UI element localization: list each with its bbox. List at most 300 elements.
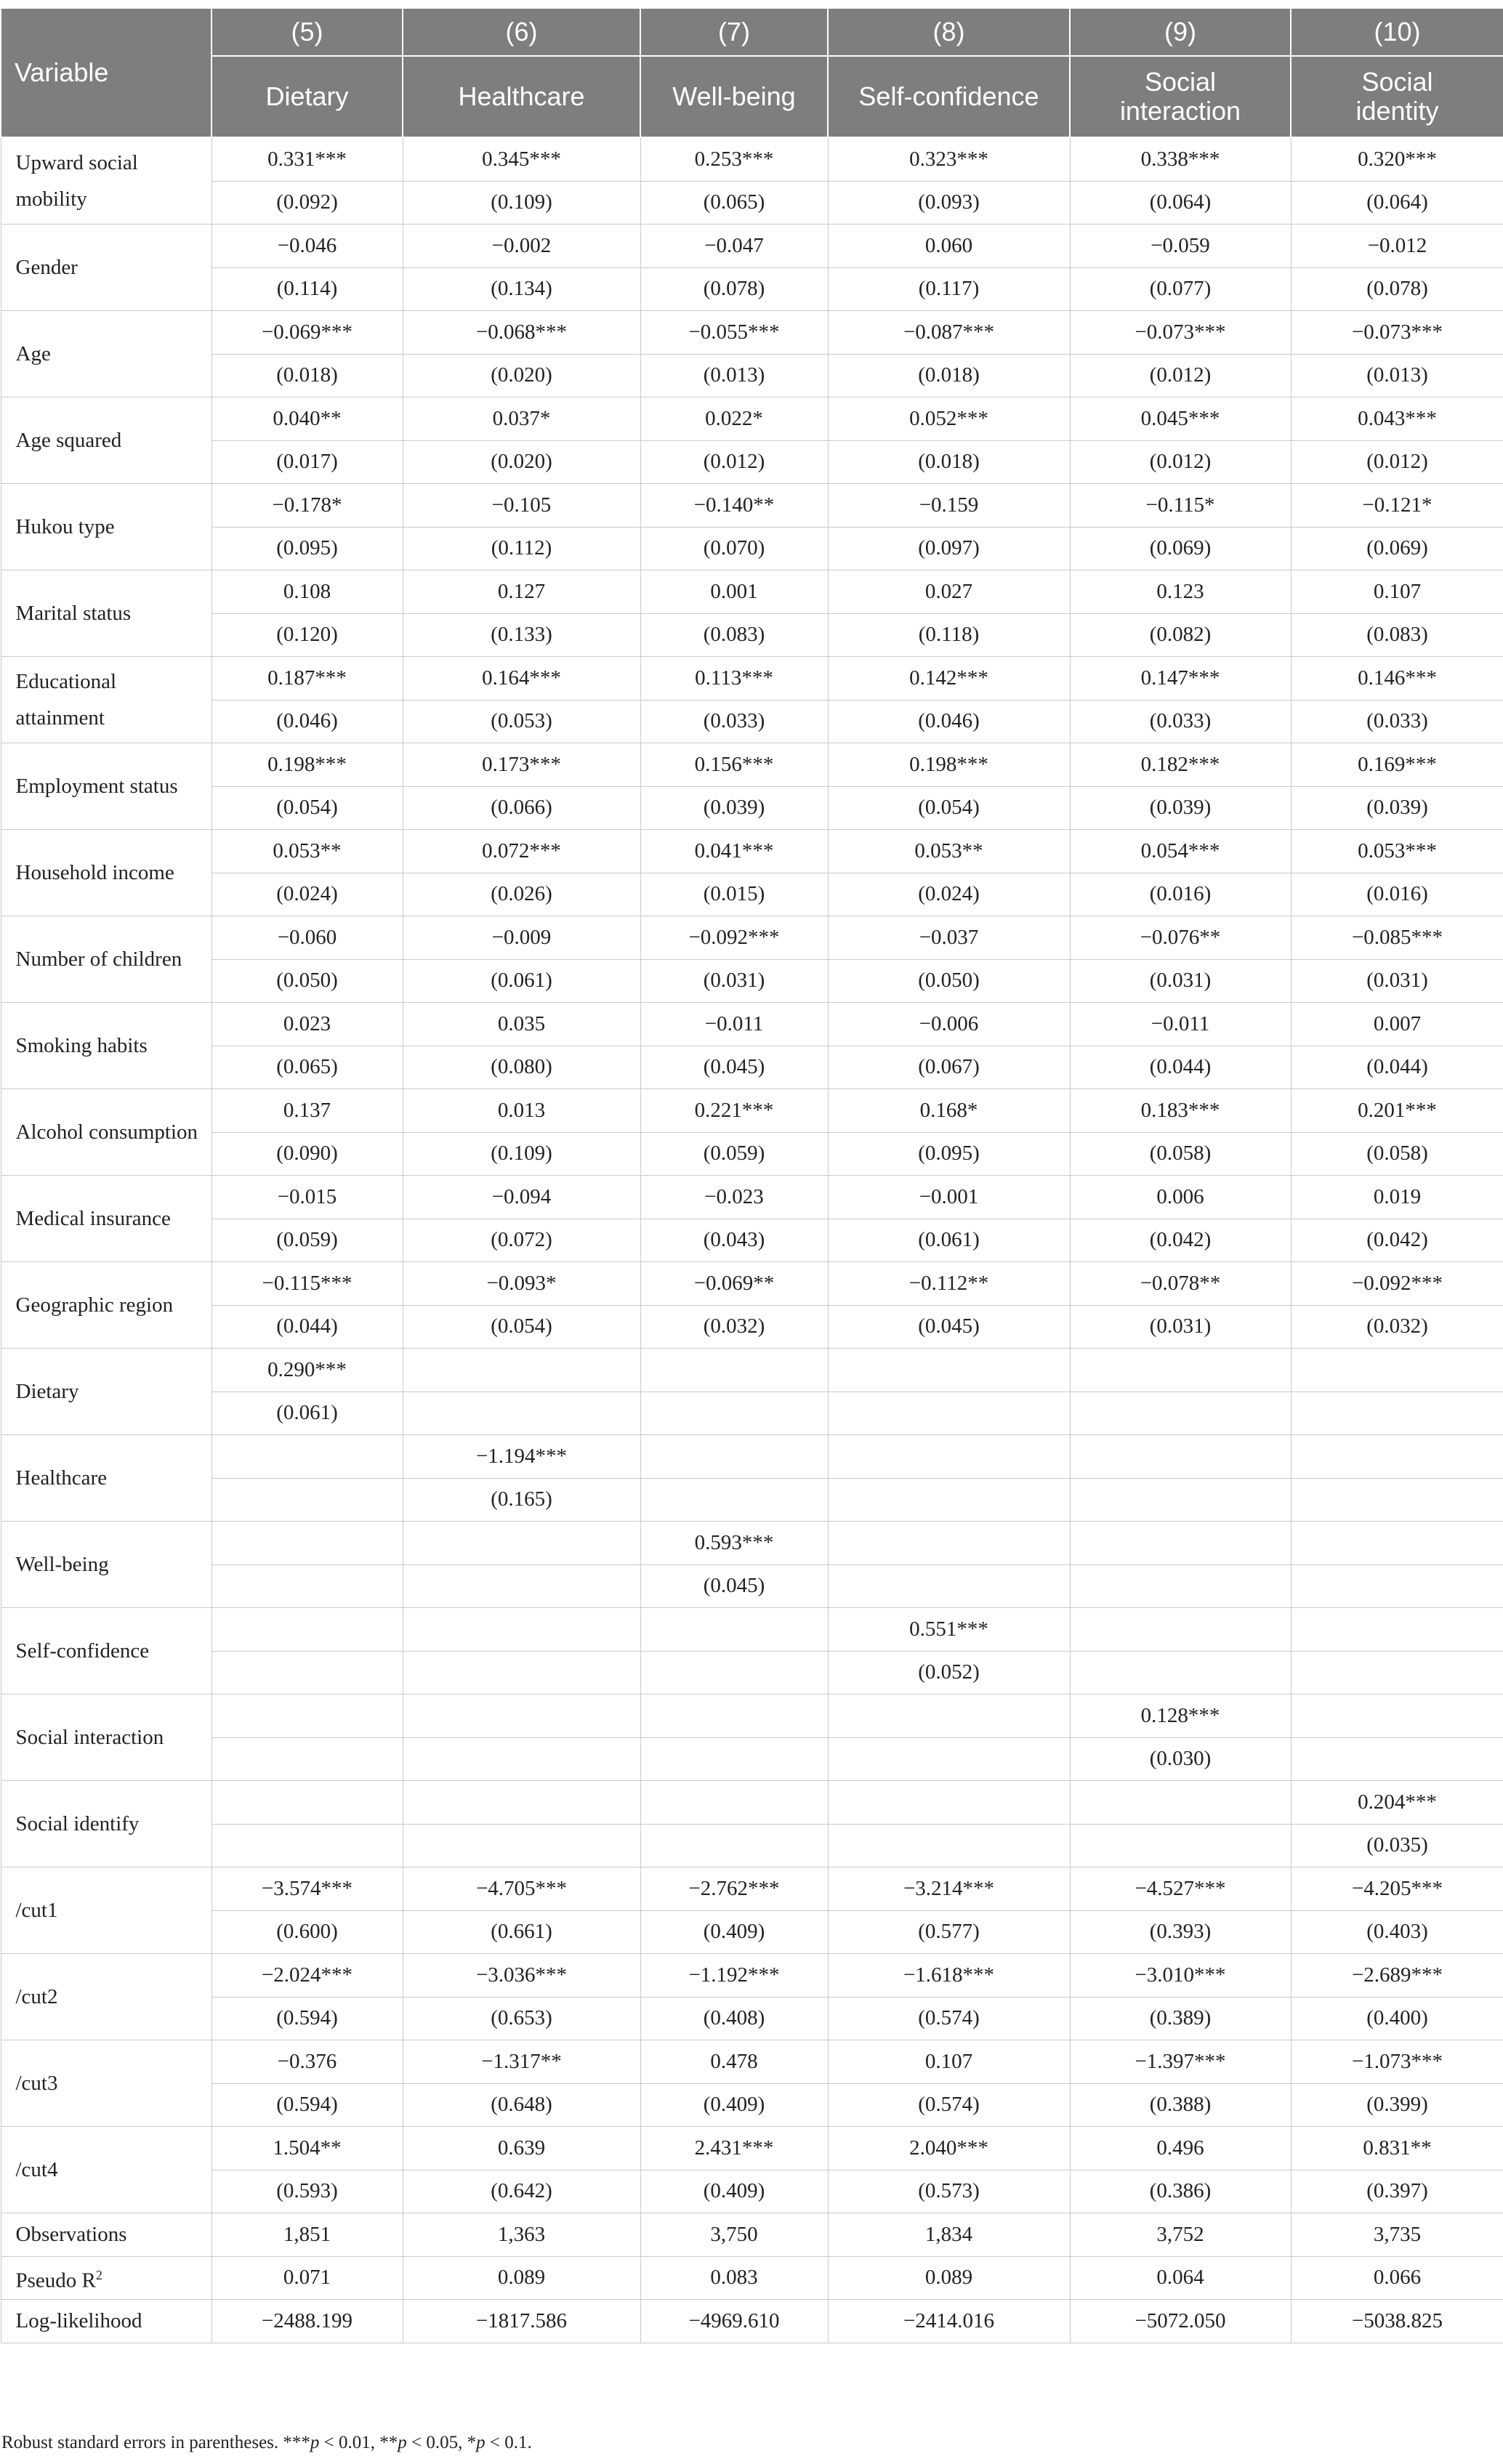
statistic-cell: −2414.016 bbox=[828, 2300, 1070, 2343]
table-row-standard-errors bbox=[1, 2083, 1503, 2127]
standard-error-cell: (0.032) bbox=[640, 1305, 828, 1349]
coefficient-cell: 0.156*** bbox=[640, 743, 828, 787]
coefficient-cell: 0.198*** bbox=[211, 743, 403, 787]
model-number-header: (7) bbox=[640, 8, 828, 56]
coefficient-cell bbox=[1291, 1349, 1503, 1392]
standard-error-cell: (0.078) bbox=[640, 267, 828, 311]
standard-error-cell bbox=[1070, 1391, 1291, 1435]
model-name-header: Social interaction bbox=[1070, 56, 1291, 137]
model-name-header: Self-confidence bbox=[828, 56, 1070, 137]
coefficient-cell: −1.192*** bbox=[640, 1954, 828, 1998]
coefficient-cell: −4.705*** bbox=[403, 1867, 640, 1911]
coefficient-cell: 0.182*** bbox=[1070, 743, 1291, 787]
coefficient-cell: 0.187*** bbox=[211, 657, 403, 700]
row-label: /cut3 bbox=[1, 2040, 211, 2127]
standard-error-cell bbox=[211, 1651, 403, 1694]
standard-error-cell: (0.050) bbox=[828, 959, 1070, 1003]
coefficient-cell bbox=[828, 1435, 1070, 1479]
table-row-standard-errors bbox=[1, 2170, 1503, 2213]
standard-error-cell: (0.059) bbox=[211, 1219, 403, 1262]
standard-error-cell: (0.012) bbox=[640, 440, 828, 484]
coefficient-cell: 0.253*** bbox=[640, 137, 828, 181]
standard-error-cell bbox=[1070, 1651, 1291, 1694]
regression-table-container bbox=[0, 7, 1503, 2343]
model-number-header: (9) bbox=[1070, 8, 1291, 56]
footnote-prefix: Robust standard errors in parentheses. *** bbox=[1, 2433, 310, 2452]
coefficient-cell: 0.169*** bbox=[1291, 743, 1503, 787]
standard-error-cell: (0.117) bbox=[828, 267, 1070, 311]
standard-error-cell: (0.012) bbox=[1291, 440, 1503, 484]
coefficient-cell bbox=[640, 1435, 828, 1479]
footnote-text: < 0.05, * bbox=[406, 2433, 477, 2452]
coefficient-cell: 0.142*** bbox=[828, 657, 1070, 700]
standard-error-cell: (0.039) bbox=[1291, 786, 1503, 830]
standard-error-cell: (0.095) bbox=[828, 1132, 1070, 1176]
standard-error-cell bbox=[828, 1564, 1070, 1608]
row-label bbox=[1, 2300, 211, 2343]
coefficient-cell: −1.618*** bbox=[828, 1954, 1070, 1998]
coefficient-cell: 0.221*** bbox=[640, 1089, 828, 1133]
standard-error-cell: (0.095) bbox=[211, 527, 403, 570]
coefficient-cell: −0.112** bbox=[828, 1262, 1070, 1306]
standard-error-cell: (0.016) bbox=[1291, 873, 1503, 916]
footnote-text: < 0.1. bbox=[485, 2433, 532, 2452]
table-row-coefficients bbox=[1, 1349, 1503, 1392]
standard-error-cell: (0.409) bbox=[640, 2083, 828, 2127]
standard-error-cell: (0.054) bbox=[828, 786, 1070, 830]
coefficient-cell: 0.040** bbox=[211, 397, 403, 441]
coefficient-cell: −0.015 bbox=[211, 1176, 403, 1219]
coefficient-cell: 0.053*** bbox=[1291, 830, 1503, 873]
standard-error-cell: (0.061) bbox=[828, 1219, 1070, 1262]
standard-error-cell: (0.389) bbox=[1070, 1997, 1291, 2040]
standard-error-cell: (0.065) bbox=[640, 181, 828, 225]
coefficient-cell: −0.073*** bbox=[1291, 311, 1503, 355]
coefficient-cell: 0.831** bbox=[1291, 2127, 1503, 2170]
statistic-cell: 3,752 bbox=[1070, 2213, 1291, 2257]
standard-error-cell: (0.409) bbox=[640, 1910, 828, 1954]
coefficient-cell: −3.036*** bbox=[403, 1954, 640, 1998]
standard-error-cell bbox=[828, 1478, 1070, 1522]
coefficient-cell: −0.140** bbox=[640, 484, 828, 528]
table-row-coefficients bbox=[1, 397, 1503, 441]
coefficient-cell: 0.041*** bbox=[640, 830, 828, 873]
table-row-coefficients bbox=[1, 1176, 1503, 1219]
standard-error-cell: (0.090) bbox=[211, 1132, 403, 1176]
table-row-coefficients bbox=[1, 1522, 1503, 1565]
row-label: Geographic region bbox=[1, 1262, 211, 1349]
standard-error-cell bbox=[403, 1391, 640, 1435]
coefficient-cell: 0.168* bbox=[828, 1089, 1070, 1133]
coefficient-cell bbox=[403, 1694, 640, 1738]
table-row-coefficients bbox=[1, 916, 1503, 960]
row-label-text: Log-likelihood bbox=[15, 2309, 142, 2333]
coefficient-cell bbox=[828, 1522, 1070, 1565]
standard-error-cell bbox=[640, 1651, 828, 1694]
standard-error-cell: (0.015) bbox=[640, 873, 828, 916]
row-label: /cut4 bbox=[1, 2127, 211, 2213]
coefficient-cell: 0.593*** bbox=[640, 1522, 828, 1565]
standard-error-cell: (0.120) bbox=[211, 613, 403, 657]
coefficient-cell: −0.085*** bbox=[1291, 916, 1503, 960]
statistic-cell: −5072.050 bbox=[1070, 2300, 1291, 2343]
row-label: /cut2 bbox=[1, 1954, 211, 2040]
coefficient-cell bbox=[403, 1608, 640, 1652]
coefficient-cell: 0.053** bbox=[828, 830, 1070, 873]
coefficient-cell: 0.204*** bbox=[1291, 1781, 1503, 1825]
model-name-header: Well-being bbox=[640, 56, 828, 137]
coefficient-cell: −0.037 bbox=[828, 916, 1070, 960]
standard-error-cell: (0.397) bbox=[1291, 2170, 1503, 2213]
model-name-header: Healthcare bbox=[403, 56, 640, 137]
table-row-coefficients bbox=[1, 1694, 1503, 1738]
standard-error-cell: (0.388) bbox=[1070, 2083, 1291, 2127]
coefficient-cell bbox=[640, 1781, 828, 1825]
standard-error-cell: (0.399) bbox=[1291, 2083, 1503, 2127]
coefficient-cell: 0.107 bbox=[828, 2040, 1070, 2084]
coefficient-cell: 0.183*** bbox=[1070, 1089, 1291, 1133]
coefficient-cell: −0.087*** bbox=[828, 311, 1070, 355]
standard-error-cell: (0.112) bbox=[403, 527, 640, 570]
statistic-cell: −1817.586 bbox=[403, 2300, 640, 2343]
standard-error-cell: (0.017) bbox=[211, 440, 403, 484]
table-row-standard-errors bbox=[1, 959, 1503, 1003]
coefficient-cell: −0.059 bbox=[1070, 225, 1291, 268]
coefficient-cell: −0.023 bbox=[640, 1176, 828, 1219]
standard-error-cell: (0.012) bbox=[1070, 440, 1291, 484]
coefficient-cell: −0.159 bbox=[828, 484, 1070, 528]
coefficient-cell: 0.146*** bbox=[1291, 657, 1503, 700]
table-row-coefficients bbox=[1, 2127, 1503, 2170]
coefficient-cell: 0.007 bbox=[1291, 1003, 1503, 1046]
standard-error-cell: (0.083) bbox=[1291, 613, 1503, 657]
standard-error-cell: (0.165) bbox=[403, 1478, 640, 1522]
table-row-coefficients bbox=[1, 1867, 1503, 1911]
table-row-standard-errors bbox=[1, 1478, 1503, 1522]
standard-error-cell: (0.039) bbox=[1070, 786, 1291, 830]
standard-error-cell: (0.574) bbox=[828, 2083, 1070, 2127]
standard-error-cell: (0.069) bbox=[1070, 527, 1291, 570]
standard-error-cell: (0.033) bbox=[640, 700, 828, 743]
table-row-coefficients bbox=[1, 1781, 1503, 1825]
row-label: Well-being bbox=[1, 1522, 211, 1608]
table-row-standard-errors bbox=[1, 267, 1503, 311]
standard-error-cell bbox=[640, 1824, 828, 1867]
standard-error-cell: (0.026) bbox=[403, 873, 640, 916]
standard-error-cell: (0.013) bbox=[1291, 354, 1503, 397]
standard-error-cell: (0.058) bbox=[1291, 1132, 1503, 1176]
coefficient-cell: 0.338*** bbox=[1070, 137, 1291, 181]
standard-error-cell bbox=[1070, 1824, 1291, 1867]
coefficient-cell: 0.107 bbox=[1291, 570, 1503, 614]
coefficient-cell: −0.060 bbox=[211, 916, 403, 960]
table-row-coefficients bbox=[1, 1435, 1503, 1479]
standard-error-cell: (0.409) bbox=[640, 2170, 828, 2213]
coefficient-cell: 1.504** bbox=[211, 2127, 403, 2170]
standard-error-cell: (0.072) bbox=[403, 1219, 640, 1262]
standard-error-cell: (0.024) bbox=[828, 873, 1070, 916]
coefficient-cell bbox=[1291, 1522, 1503, 1565]
coefficient-cell bbox=[1291, 1608, 1503, 1652]
coefficient-cell bbox=[828, 1781, 1070, 1825]
coefficient-cell: −0.092*** bbox=[1291, 1262, 1503, 1306]
variable-column-header: Variable bbox=[1, 8, 211, 137]
header-row-model-numbers bbox=[1, 8, 1503, 56]
coefficient-cell: 0.027 bbox=[828, 570, 1070, 614]
model-number-header: (5) bbox=[211, 8, 403, 56]
standard-error-cell: (0.109) bbox=[403, 181, 640, 225]
standard-error-cell: (0.109) bbox=[403, 1132, 640, 1176]
footnote-p: p bbox=[398, 2433, 407, 2452]
standard-error-cell bbox=[1070, 1478, 1291, 1522]
coefficient-cell: −3.214*** bbox=[828, 1867, 1070, 1911]
standard-error-cell bbox=[640, 1737, 828, 1781]
coefficient-cell: −0.046 bbox=[211, 225, 403, 268]
standard-error-cell: (0.078) bbox=[1291, 267, 1503, 311]
coefficient-cell: 2.431*** bbox=[640, 2127, 828, 2170]
statistic-cell: 3,750 bbox=[640, 2213, 828, 2257]
table-header bbox=[1, 8, 1503, 137]
coefficient-cell: −0.068*** bbox=[403, 311, 640, 355]
statistic-cell: 1,851 bbox=[211, 2213, 403, 2257]
coefficient-cell: 0.173*** bbox=[403, 743, 640, 787]
standard-error-cell: (0.064) bbox=[1070, 181, 1291, 225]
statistic-cell: 3,735 bbox=[1291, 2213, 1503, 2257]
footnote-p: p bbox=[310, 2433, 320, 2452]
standard-error-cell bbox=[1070, 1564, 1291, 1608]
row-label: Age bbox=[1, 311, 211, 397]
coefficient-cell: 0.496 bbox=[1070, 2127, 1291, 2170]
coefficient-cell: 0.072*** bbox=[403, 830, 640, 873]
coefficient-cell: −0.093* bbox=[403, 1262, 640, 1306]
coefficient-cell bbox=[403, 1349, 640, 1392]
coefficient-cell: −2.762*** bbox=[640, 1867, 828, 1911]
standard-error-cell: (0.114) bbox=[211, 267, 403, 311]
standard-error-cell: (0.054) bbox=[403, 1305, 640, 1349]
standard-error-cell: (0.077) bbox=[1070, 267, 1291, 311]
statistic-cell: 1,363 bbox=[403, 2213, 640, 2257]
standard-error-cell: (0.082) bbox=[1070, 613, 1291, 657]
standard-error-cell: (0.661) bbox=[403, 1910, 640, 1954]
coefficient-cell: −4.205*** bbox=[1291, 1867, 1503, 1911]
table-row-standard-errors bbox=[1, 700, 1503, 743]
table-row-coefficients bbox=[1, 2040, 1503, 2084]
standard-error-cell: (0.050) bbox=[211, 959, 403, 1003]
coefficient-cell: −0.009 bbox=[403, 916, 640, 960]
coefficient-cell: −0.115*** bbox=[211, 1262, 403, 1306]
standard-error-cell: (0.046) bbox=[828, 700, 1070, 743]
coefficient-cell: −1.073*** bbox=[1291, 2040, 1503, 2084]
standard-error-cell bbox=[828, 1824, 1070, 1867]
standard-error-cell: (0.020) bbox=[403, 440, 640, 484]
coefficient-cell: −1.194*** bbox=[403, 1435, 640, 1479]
standard-error-cell bbox=[211, 1824, 403, 1867]
table-row-standard-errors bbox=[1, 613, 1503, 657]
coefficient-cell bbox=[1291, 1694, 1503, 1738]
table-row-coefficients bbox=[1, 657, 1503, 700]
coefficient-cell: 0.035 bbox=[403, 1003, 640, 1046]
model-number-header: (6) bbox=[403, 8, 640, 56]
coefficient-cell: 0.013 bbox=[403, 1089, 640, 1133]
coefficient-cell: 0.123 bbox=[1070, 570, 1291, 614]
coefficient-cell: 0.164*** bbox=[403, 657, 640, 700]
coefficient-cell: 0.320*** bbox=[1291, 137, 1503, 181]
coefficient-cell bbox=[640, 1694, 828, 1738]
row-label: Educational attainment bbox=[1, 657, 211, 743]
standard-error-cell: (0.044) bbox=[1291, 1046, 1503, 1089]
standard-error-cell: (0.064) bbox=[1291, 181, 1503, 225]
coefficient-cell bbox=[211, 1694, 403, 1738]
standard-error-cell bbox=[828, 1737, 1070, 1781]
standard-error-cell: (0.031) bbox=[640, 959, 828, 1003]
coefficient-cell bbox=[211, 1608, 403, 1652]
standard-error-cell: (0.066) bbox=[403, 786, 640, 830]
table-row-standard-errors bbox=[1, 1737, 1503, 1781]
standard-error-cell: (0.594) bbox=[211, 1997, 403, 2040]
standard-error-cell: (0.054) bbox=[211, 786, 403, 830]
row-label: Number of children bbox=[1, 916, 211, 1003]
standard-error-cell bbox=[1291, 1737, 1503, 1781]
coefficient-cell bbox=[211, 1522, 403, 1565]
row-label: Alcohol consumption bbox=[1, 1089, 211, 1176]
coefficient-cell bbox=[1291, 1435, 1503, 1479]
table-footnote bbox=[0, 2433, 532, 2453]
coefficient-cell: 0.006 bbox=[1070, 1176, 1291, 1219]
standard-error-cell: (0.574) bbox=[828, 1997, 1070, 2040]
standard-error-cell: (0.030) bbox=[1070, 1737, 1291, 1781]
model-name-header: Social identity bbox=[1291, 56, 1503, 137]
coefficient-cell: −2.024*** bbox=[211, 1954, 403, 1998]
coefficient-cell: 0.052*** bbox=[828, 397, 1070, 441]
row-label: Smoking habits bbox=[1, 1003, 211, 1089]
coefficient-cell bbox=[1070, 1435, 1291, 1479]
standard-error-cell bbox=[1291, 1564, 1503, 1608]
standard-error-cell: (0.016) bbox=[1070, 873, 1291, 916]
coefficient-cell: −0.076** bbox=[1070, 916, 1291, 960]
standard-error-cell: (0.039) bbox=[640, 786, 828, 830]
table-row-coefficients bbox=[1, 225, 1503, 268]
coefficient-cell: −0.121* bbox=[1291, 484, 1503, 528]
coefficient-cell: 0.001 bbox=[640, 570, 828, 614]
table-row-standard-errors bbox=[1, 1651, 1503, 1694]
standard-error-cell bbox=[211, 1478, 403, 1522]
coefficient-cell: 0.345*** bbox=[403, 137, 640, 181]
table-row-standard-errors bbox=[1, 1997, 1503, 2040]
coefficient-cell: 0.290*** bbox=[211, 1349, 403, 1392]
statistic-cell: −2488.199 bbox=[211, 2300, 403, 2343]
statistic-cell: 0.089 bbox=[828, 2256, 1070, 2300]
standard-error-cell: (0.577) bbox=[828, 1910, 1070, 1954]
standard-error-cell bbox=[1291, 1651, 1503, 1694]
standard-error-cell: (0.642) bbox=[403, 2170, 640, 2213]
standard-error-cell: (0.018) bbox=[828, 354, 1070, 397]
coefficient-cell: 2.040*** bbox=[828, 2127, 1070, 2170]
coefficient-cell bbox=[211, 1435, 403, 1479]
row-label: Medical insurance bbox=[1, 1176, 211, 1262]
table-row-statistic bbox=[1, 2300, 1503, 2343]
table-row-coefficients bbox=[1, 1608, 1503, 1652]
coefficient-cell: 0.478 bbox=[640, 2040, 828, 2084]
table-row-coefficients bbox=[1, 743, 1503, 787]
coefficient-cell: −0.094 bbox=[403, 1176, 640, 1219]
coefficient-cell bbox=[640, 1608, 828, 1652]
coefficient-cell: 0.147*** bbox=[1070, 657, 1291, 700]
row-label-text: Observations bbox=[15, 2223, 127, 2247]
coefficient-cell bbox=[828, 1694, 1070, 1738]
standard-error-cell: (0.020) bbox=[403, 354, 640, 397]
coefficient-cell: −0.069*** bbox=[211, 311, 403, 355]
table-row-coefficients bbox=[1, 570, 1503, 614]
standard-error-cell: (0.134) bbox=[403, 267, 640, 311]
standard-error-cell: (0.013) bbox=[640, 354, 828, 397]
coefficient-cell: 0.551*** bbox=[828, 1608, 1070, 1652]
standard-error-cell bbox=[403, 1824, 640, 1867]
statistic-cell: −4969.610 bbox=[640, 2300, 828, 2343]
standard-error-cell: (0.035) bbox=[1291, 1824, 1503, 1867]
coefficient-cell bbox=[1070, 1522, 1291, 1565]
coefficient-cell: 0.019 bbox=[1291, 1176, 1503, 1219]
standard-error-cell: (0.045) bbox=[828, 1305, 1070, 1349]
coefficient-cell: 0.113*** bbox=[640, 657, 828, 700]
coefficient-cell: −0.078** bbox=[1070, 1262, 1291, 1306]
standard-error-cell bbox=[211, 1564, 403, 1608]
coefficient-cell: 0.128*** bbox=[1070, 1694, 1291, 1738]
coefficient-cell: −1.317** bbox=[403, 2040, 640, 2084]
standard-error-cell: (0.653) bbox=[403, 1997, 640, 2040]
standard-error-cell bbox=[1291, 1478, 1503, 1522]
standard-error-cell bbox=[211, 1737, 403, 1781]
coefficient-cell: −0.105 bbox=[403, 484, 640, 528]
standard-error-cell bbox=[403, 1564, 640, 1608]
coefficient-cell: −2.689*** bbox=[1291, 1954, 1503, 1998]
coefficient-cell: 0.045*** bbox=[1070, 397, 1291, 441]
standard-error-cell: (0.045) bbox=[640, 1046, 828, 1089]
table-row-standard-errors bbox=[1, 1391, 1503, 1435]
coefficient-cell bbox=[211, 1781, 403, 1825]
coefficient-cell bbox=[1070, 1781, 1291, 1825]
coefficient-cell: 0.043*** bbox=[1291, 397, 1503, 441]
standard-error-cell bbox=[1291, 1391, 1503, 1435]
coefficient-cell: 0.323*** bbox=[828, 137, 1070, 181]
table-row-standard-errors bbox=[1, 1305, 1503, 1349]
standard-error-cell: (0.042) bbox=[1070, 1219, 1291, 1262]
standard-error-cell: (0.408) bbox=[640, 1997, 828, 2040]
coefficient-cell: −3.574*** bbox=[211, 1867, 403, 1911]
statistic-cell: 0.089 bbox=[403, 2256, 640, 2300]
coefficient-cell bbox=[828, 1349, 1070, 1392]
row-label bbox=[1, 2213, 211, 2257]
coefficient-cell bbox=[640, 1349, 828, 1392]
coefficient-cell: 0.037* bbox=[403, 397, 640, 441]
standard-error-cell: (0.403) bbox=[1291, 1910, 1503, 1954]
row-label: Self-confidence bbox=[1, 1608, 211, 1694]
row-label: Household income bbox=[1, 830, 211, 916]
coefficient-cell: −0.069** bbox=[640, 1262, 828, 1306]
coefficient-cell: 0.023 bbox=[211, 1003, 403, 1046]
table-row-coefficients bbox=[1, 830, 1503, 873]
row-label: Hukou type bbox=[1, 484, 211, 570]
coefficient-cell: −0.092*** bbox=[640, 916, 828, 960]
model-number-header: (8) bbox=[828, 8, 1070, 56]
row-label: Age squared bbox=[1, 397, 211, 484]
statistic-cell: 1,834 bbox=[828, 2213, 1070, 2257]
footnote-text: < 0.01, ** bbox=[319, 2433, 398, 2452]
standard-error-cell: (0.065) bbox=[211, 1046, 403, 1089]
coefficient-cell: −0.002 bbox=[403, 225, 640, 268]
standard-error-cell: (0.059) bbox=[640, 1132, 828, 1176]
standard-error-cell: (0.067) bbox=[828, 1046, 1070, 1089]
table-row-coefficients bbox=[1, 311, 1503, 355]
